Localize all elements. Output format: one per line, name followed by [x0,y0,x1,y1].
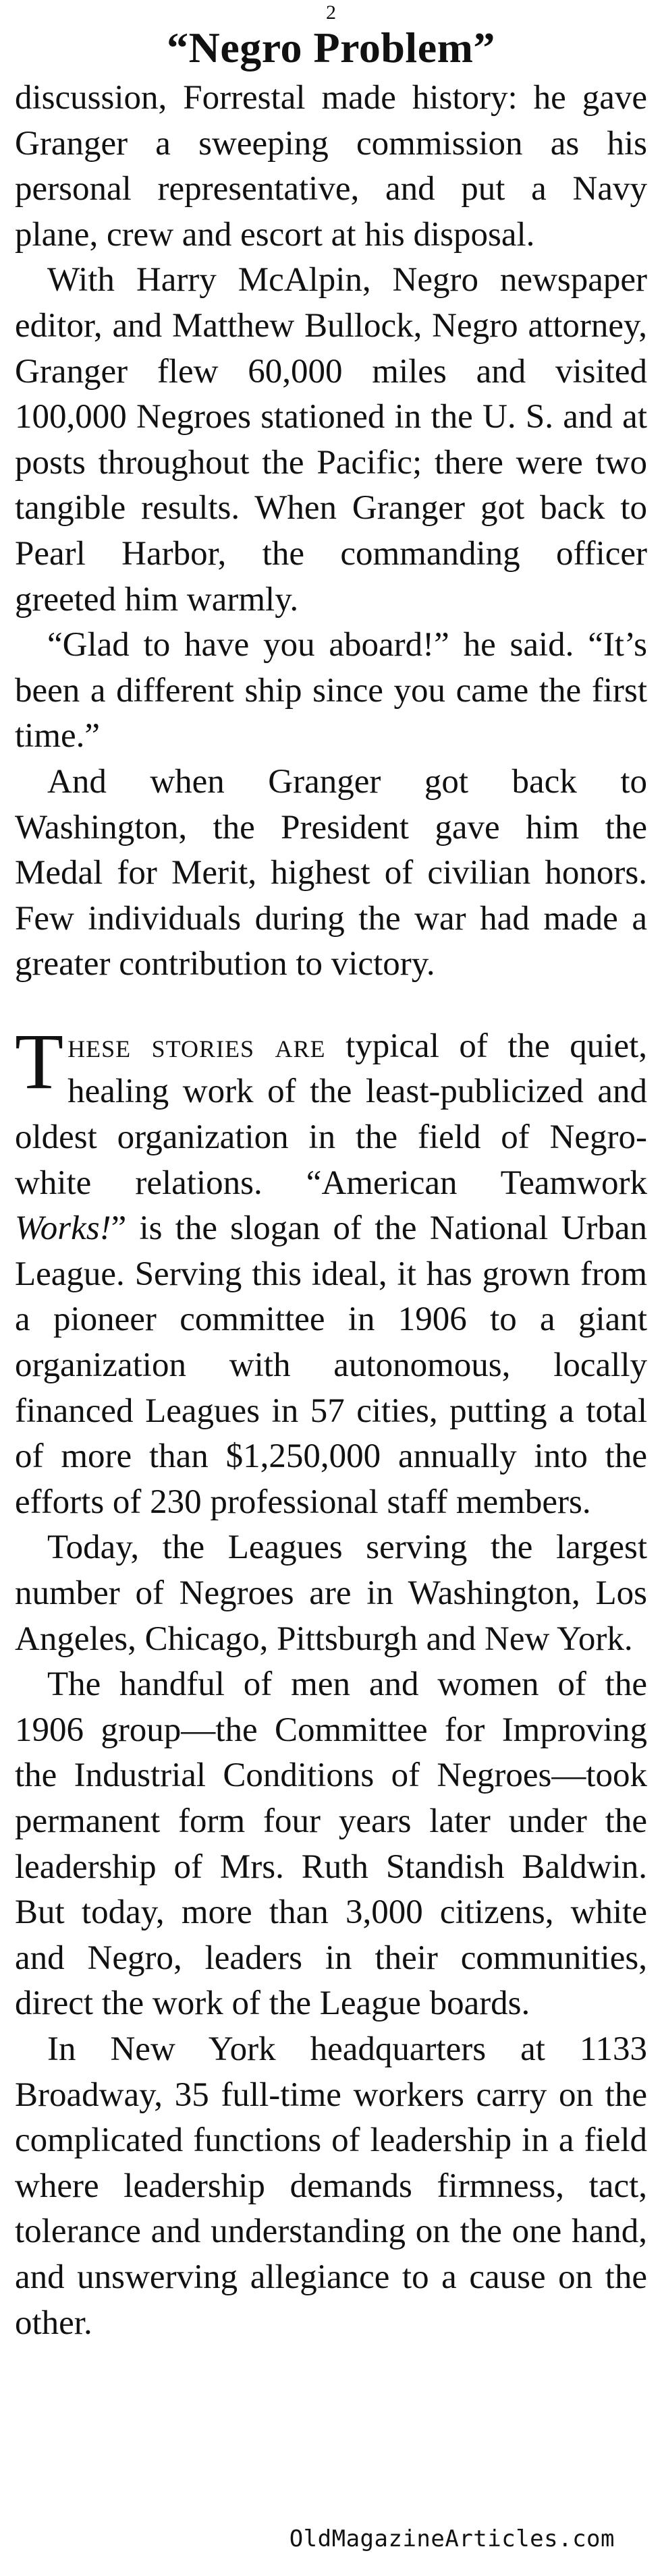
paragraph: In New York headquarters at 1133 Broadway, 35 full-time workers carry on the complicated functions of leadership in a field where leadership demands firmness, tact, tolerance and understanding on the one hand, and unswerving allegiance to a cause on the other. [15,2030,647,2342]
paragraph: And when Granger got back to Washington, the President gave him the Medal for Merit, highest of civilian honors. Few individuals during the war had made a greater contribution to victory. [15,762,647,983]
drop-cap: T [15,1017,64,1106]
paragraph-text: ” is the slogan of the National Urban League. Serving this ideal, it has grown from a pioneer committee in 1906 to a giant organization with autonomous, locally financed Leagues in 57 cities, putting a total of more than $1,250,000 annually into the efforts of 230 professional staff members. [15,1209,647,1521]
paragraph: The handful of men and women of the 1906 group—the Committee for Improving the Industrial Conditions of Negroes—took permanent form four years later under the leadership of Mrs. Ruth Standish Baldwin. But today, more than 3,000 citizens, white and Negro, leaders in their communities, direct the work of the League boards. [15,1665,647,2023]
paragraph-text: typical of the quiet, healing work of the least-publicized and oldest organization in the field of Negro-white relations. “American Teamwork [15,1027,647,1202]
paragraph: Today, the Leagues serving the largest number of Negroes are in Washington, Los Angeles, Chicago, Pittsburgh and New York. [15,1528,647,1658]
article-body [15,76,647,2346]
page-number: 2 [326,1,336,24]
paragraph-section-opener [15,1017,647,1526]
paragraph: With Harry McAlpin, Negro newspaper editor, and Matthew Bullock, Negro attorney, Granger flew 60,000 miles and visited 100,000 Negroes stationed in the U. S. and at posts throughout the Pacific; there were two tangible results. When Granger got back to Pearl Harbor, the commanding officer greeted him warmly. [15,261,647,619]
paragraph-continued: discussion, Forrestal made history: he gave Granger a sweeping commission as his personal representative, and put a Navy plane, crew and escort at his disposal. [15,79,647,254]
paragraph: “Glad to have you aboard!” he said. “It’s been a different ship since you came the first time.” [15,626,647,755]
section-break [15,988,647,1024]
small-caps-lead: hese stories are [67,1027,326,1065]
slogan-italic: Works! [15,1209,111,1248]
running-head-title: “Negro Problem” [167,24,495,71]
watermark-footer: OldMagazineArticles.com [289,2525,615,2552]
